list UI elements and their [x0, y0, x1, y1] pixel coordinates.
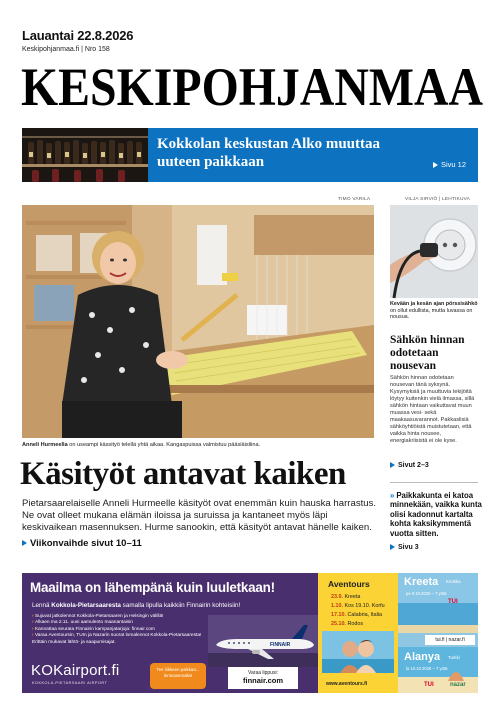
airport-badge: Tee liikkeen paikkaa... lentoasemalla! [150, 663, 206, 689]
alko-bottles-image [22, 128, 148, 182]
list-item: › Alkaen ma 2.11. uusi aamulento maanantaisin [32, 620, 207, 626]
tease-text[interactable]: » Paikkakunta ei katoa minnekään, vaikka kunta olisi kadonnut kartalta kohta kaksikymmentä vuotta sitten. [390, 491, 482, 538]
masthead[interactable] [18, 57, 486, 117]
issue-meta: Keskipohjanmaa.fi | Nro 158 [22, 46, 110, 53]
arrow-right-icon [22, 540, 27, 546]
beach-couple-image [322, 631, 394, 673]
kreeta-sub: Kreikka [446, 579, 461, 584]
tui-nazar-ad-panel[interactable] [398, 573, 478, 693]
kreeta-title: Kreeta [404, 576, 439, 588]
alanya-sub: Turkki [448, 655, 460, 660]
side-story-photo[interactable] [390, 205, 478, 298]
list-item: › Kannattaa seurata Finnairin kampanjatarjoja: finnair.com [32, 627, 207, 633]
aventours-url[interactable]: www.aventours.fi [326, 681, 368, 687]
list-item: 25.10. Rodos [331, 621, 364, 627]
double-chevron-icon: » [390, 491, 395, 500]
list-item: 1.10. Kos 19.10. Korfu [331, 603, 385, 609]
finnair-booking-box[interactable]: Varaa lippusi: finnair.com [228, 667, 298, 689]
list-item: › Sujuvat jatkolennot Kokkola-Pietarsaaren ja Helsingin välillä! [32, 614, 207, 620]
aventours-logo: Aventours [328, 579, 370, 589]
list-item: 17.10. Calabria, Italia [331, 612, 382, 618]
kokairport-tagline: KOKKOLA-PIETARSAARI AIRPORT [32, 681, 108, 685]
arrow-right-icon [433, 162, 438, 168]
list-item: › Varaa Aventoursin, TUIn ja Nazarin suorat lomalennot Kokkola-Pietarsaaresta! Erittäin mukavat lähtö- ja saapumisajat. [32, 633, 207, 646]
main-story-photo[interactable] [22, 205, 374, 438]
main-photo-credit: TIMO VARILA [338, 197, 371, 202]
issue-date: Lauantai 22.8.2026 [22, 28, 134, 43]
plane-brand: FINNAIR [270, 642, 291, 648]
alko-promo[interactable] [22, 128, 478, 182]
tui-nazar-urls[interactable]: tui.fi | nazar.fi [425, 635, 475, 645]
main-page-ref[interactable]: Viikonvaihde sivut 10–11 [22, 538, 142, 549]
list-item: 23.9. Kreeta [331, 594, 361, 600]
alanya-date: la 10.10.2026 – 7 yötä [406, 666, 448, 671]
airport-advertisement[interactable] [22, 573, 478, 693]
ad-subtitle: Lennä Kokkola-Pietarsaaresta samalla lipulla kaikkiin Finnairin kohteisiin! [32, 602, 241, 609]
main-photo-caption: Anneli Hurmeella on useampi kässityö telellä yhtä aikaa. Kangaspuissa valmistuu pääsiäisliina. [22, 442, 261, 448]
main-headline[interactable]: Käsityöt antavat kaiken [20, 456, 346, 492]
tui-logo: TUI [424, 682, 434, 688]
ad-headline: Maailma on lähempänä kuin luuletkaan! [30, 580, 275, 595]
promo-headline: Kokkolan keskustan Alko muuttaa uuteen paikkaan [157, 136, 380, 170]
side-divider [390, 482, 478, 483]
tui-logo: TUI [448, 599, 458, 605]
main-lead: Pietarsaarelaiselle Anneli Hurmeelle käsityöt ovat enemmän kuin hauska harrastus. Ne ovat olleet mukana elämän iloissa ja suruissa ja kantaneet myös läpi keskivaikean masennuksen. Hurme sanookin, että käsityöt antavat hänelle kaiken. [22, 498, 377, 533]
side-headline[interactable]: Sähkön hinnan odotetaan nousevan [390, 334, 465, 372]
aventours-ad-panel[interactable] [318, 573, 398, 693]
side-page-ref[interactable]: Sivut 2–3 [390, 462, 429, 469]
nazar-logo: nazar [450, 682, 466, 688]
tease-page-ref[interactable]: Sivu 3 [390, 544, 419, 551]
side-photo-credit: VILJA SIRVIÖ | LEHTIKUVA [405, 197, 471, 202]
ad-bullet-list [32, 614, 207, 646]
arrow-right-icon [390, 462, 395, 468]
side-body: Sähkön hinnan odotetaan nousevan tänä syksynä. Kysymyksiä ja muuttuvia tekijöitä löytyy kuitenkin vielä ilmassa, sillä sähkön hintaan vaikuttavat muun muassa vesi- sekä maakaasuvarannot. Pakkaslisiä sähköyhtiöistä muistutetaan, että vaikka hinta nousee, energiakriisistä ei ole kyse. [390, 375, 475, 444]
kreeta-date: pe 9.10.2026 – 7 yötä [406, 591, 447, 596]
airport-ad-panel[interactable] [22, 573, 318, 693]
side-photo-caption: Kevään ja kesän ajan pörssisähkö on ollut edullista, mutta luvassa on nousua. [390, 301, 478, 320]
alanya-title: Alanya [404, 651, 441, 663]
arrow-right-icon [390, 544, 395, 550]
kokairport-logo[interactable]: KOKairport.fi [31, 662, 120, 679]
plane-icon [208, 615, 318, 667]
promo-page-ref[interactable]: Sivu 12 [433, 160, 466, 169]
masthead-title: KESKIPOHJANMAA [21, 57, 483, 117]
